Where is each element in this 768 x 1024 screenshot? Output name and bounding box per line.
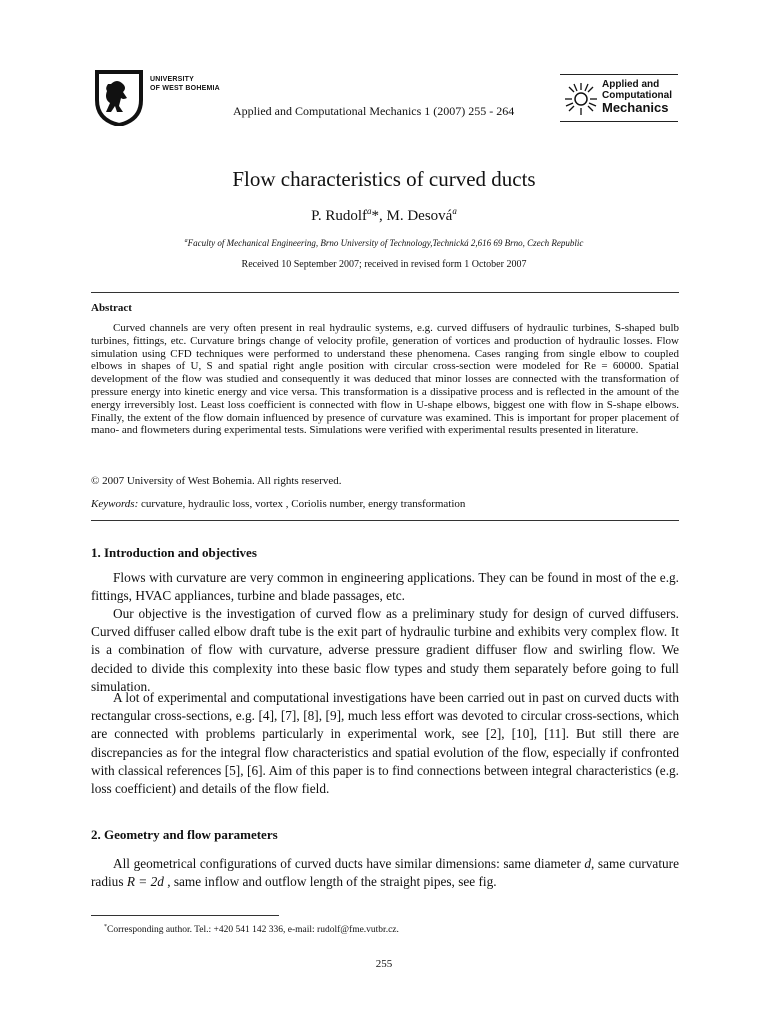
journal-logo-line1: Applied and	[602, 79, 660, 90]
paragraph: A lot of experimental and computational investigations have been carried out in past on curved ducts with rectangular cross-sections, e.g. [4], [7], [8], [9], much less effort was devoted to circular cross-sections, which are connected with problems particularly in experimental work, see [2], [10], [11]. But still there are discrepancies as for the integral flow characteristics and spatial evolution of the flow, especially if confronted with classical references [5], [6]. Aim of this paper is to find connections between integral characteristics (e.g. loss coefficient) and details of the flow field.	[91, 690, 679, 797]
divider	[91, 292, 679, 293]
lion-crest-icon	[93, 70, 145, 126]
journal-logo	[560, 74, 678, 122]
author-name: M. Desová	[386, 208, 453, 224]
university-name: UNIVERSITY OF WEST BOHEMIA	[150, 76, 220, 92]
sunburst-icon	[563, 81, 599, 117]
variable-d: d	[584, 856, 591, 871]
abstract-heading: Abstract	[91, 302, 132, 314]
keywords: Keywords: curvature, hydraulic loss, vortex , Coriolis number, energy transformation	[91, 498, 466, 510]
footnote: *Corresponding author. Tel.: +420 541 142 336, e-mail: rudolf@fme.vutbr.cz.	[104, 924, 399, 936]
section-heading: 2. Geometry and flow parameters	[91, 827, 278, 842]
affiliation-mark: a	[452, 206, 457, 216]
page-number: 255	[375, 958, 393, 970]
affiliation-mark: a	[367, 206, 372, 216]
affiliation-mark: a	[184, 238, 188, 244]
paragraph: All geometrical configurations of curved ducts have similar dimensions: same diameter d, same curvature radius R = 2d , same inflow and outflow length of the straight pipes, see fig.	[91, 856, 679, 890]
journal-citation: Applied and Computational Mechanics 1 (2007) 255 - 264	[233, 104, 515, 118]
paragraph: Flows with curvature are very common in engineering applications. They can be found in most of the e.g. fittings, HVAC appliances, turbine and blade passages, etc.	[91, 570, 679, 604]
received-dates: Received 10 September 2007; received in revised form 1 October 2007	[241, 259, 527, 270]
affiliation: $^a$Faculty of Mechanical Engineering, Brno University of Technology,Technická 2,616 69 Brno, Czech Republic	[184, 238, 584, 248]
corresponding-mark: *,	[371, 208, 387, 224]
paper-title: Flow characteristics of curved ducts	[232, 167, 536, 191]
keywords-label: Keywords:	[91, 498, 139, 510]
journal-logo-line3: Mechanics	[602, 100, 669, 115]
section-heading: 1. Introduction and objectives	[91, 545, 257, 560]
author-name: P. Rudolf	[311, 208, 368, 224]
abstract-body: Curved channels are very often present in real hydraulic systems, e.g. curved diffusers of hydraulic turbines, S-shaped bulb turbines, fittings, etc. Curvature brings change of velocity profile, generation of vortices and production of hydraulic losses. Flow simulation using CFD techniques were performed to understand these phenomena. Cases ranging from single elbow to coupled elbows in shapes of U, S and spatial right angle position with circular cross-section were modeled for Re = 60000. Spatial development of the flow was studied and consequently it was deduced that minor losses are connected with the transformation of pressure energy into kinetic energy and vice versa. This transformation is a dissipative process and is reflected in the amount of the energy irreversibly lost. Least loss coefficient is connected with flow in U-shape elbows, biggest one with flow in S-shape elbows. Finally, the extent of the flow domain influenced by presence of curvature was examined. This is important for proper placement of mano- and flowmeters during experimental tests. Simulations were verified with experimental results presented in literature.	[91, 322, 679, 437]
footnote-mark: *	[104, 924, 107, 930]
formula: R = 2d	[126, 874, 164, 890]
journal-logo-line2: Computational	[602, 90, 672, 101]
footnote-rule	[91, 915, 279, 916]
divider	[91, 520, 679, 521]
author-list	[0, 206, 768, 225]
paragraph: Our objective is the investigation of curved flow as a preliminary study for design of curved diffusers. Curved diffuser called elbow draft tube is the exit part of hydraulic turbine and exhibits very complex flow. It is a combination of flow with curvature, adverse pressure gradient diffuser flow and swirling flow. We decided to divide this complexity into these basic flow types and study them separately before going to full simulation.	[91, 606, 679, 694]
copyright-notice: © 2007 University of West Bohemia. All rights reserved.	[91, 475, 342, 487]
